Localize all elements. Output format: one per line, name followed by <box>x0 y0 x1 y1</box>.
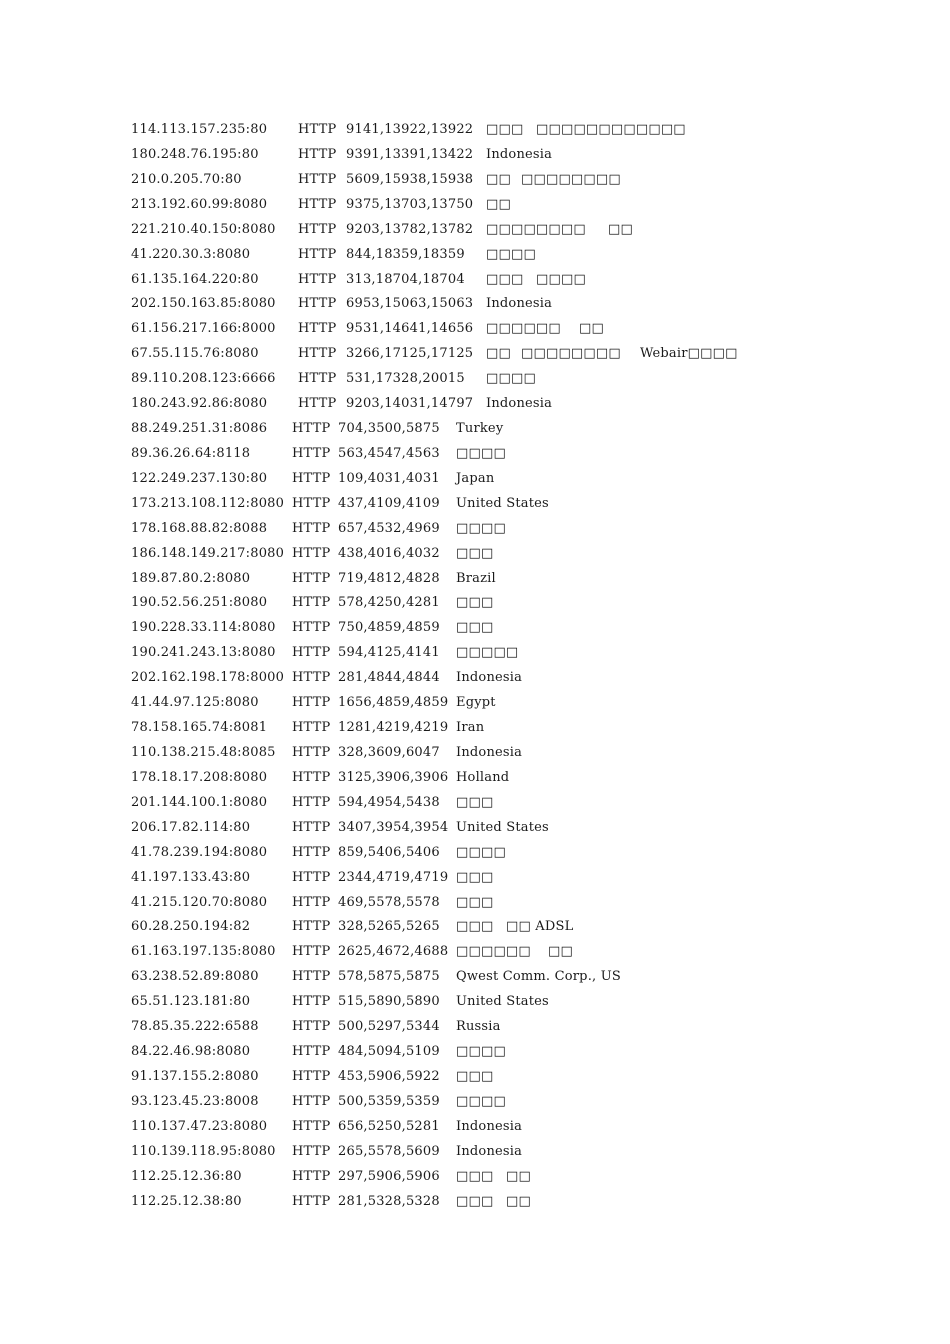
cell-protocol: HTTP <box>292 844 331 860</box>
cell-address: 110.138.215.48:8085 <box>131 745 276 760</box>
cell-timings: 2625,4672,4688 <box>338 944 449 960</box>
cell-timings: 844,18359,18359 <box>346 246 465 262</box>
cell-protocol: HTTP <box>298 146 337 162</box>
cell-location: Indonesia <box>486 146 553 162</box>
cell-address: 190.228.33.114:8080 <box>131 620 276 636</box>
cell-timings: 3125,3906,3906 <box>338 769 449 785</box>
cell-address: 186.148.149.217:8080 <box>131 545 285 561</box>
cell-address: 89.110.208.123:6666 <box>131 371 276 387</box>
cell-protocol: HTTP <box>292 421 331 437</box>
cell-address: 41.215.120.70:8080 <box>131 894 268 910</box>
table-row <box>0 318 950 340</box>
cell-protocol: HTTP <box>298 321 337 337</box>
cell-timings: 500,5297,5344 <box>338 1019 440 1035</box>
cell-location: □□□□□□□□ <box>486 221 586 237</box>
cell-location-detail: □□ <box>506 1193 531 1209</box>
table-row <box>0 418 950 440</box>
cell-protocol: HTTP <box>292 495 331 511</box>
cell-location: Indonesia <box>456 1118 523 1134</box>
cell-address: 41.44.97.125:8080 <box>131 695 259 711</box>
cell-timings: 281,4844,4844 <box>338 670 440 686</box>
cell-timings: 563,4547,4563 <box>338 445 440 461</box>
cell-address: 190.241.243.13:8080 <box>131 645 276 661</box>
cell-protocol: HTTP <box>292 620 331 636</box>
cell-address: 201.144.100.1:8080 <box>131 794 268 810</box>
cell-timings: 5609,15938,15938 <box>346 171 474 187</box>
cell-timings: 578,4250,4281 <box>338 595 440 611</box>
cell-location: □□□□ <box>456 520 506 536</box>
table-row <box>0 543 950 565</box>
cell-protocol: HTTP <box>298 396 337 412</box>
cell-timings: 9375,13703,13750 <box>346 196 474 212</box>
cell-location: □□□ <box>456 894 494 910</box>
table-row <box>0 194 950 216</box>
cell-address: 210.0.205.70:80 <box>131 171 242 187</box>
cell-location: □□□ <box>456 794 494 810</box>
cell-timings: 9203,13782,13782 <box>346 221 474 237</box>
cell-timings: 297,5906,5906 <box>338 1168 440 1184</box>
cell-address: 178.18.17.208:8080 <box>131 769 268 785</box>
cell-address: 178.168.88.82:8088 <box>131 520 268 536</box>
cell-address: 180.243.92.86:8080 <box>131 396 268 412</box>
cell-location: Turkey <box>456 421 504 437</box>
cell-location: □□□ <box>456 545 494 561</box>
cell-location: Holland <box>456 769 510 785</box>
table-row <box>0 941 950 963</box>
cell-address: 213.192.60.99:8080 <box>131 196 268 212</box>
cell-timings: 500,5359,5359 <box>338 1093 440 1109</box>
cell-timings: 281,5328,5328 <box>338 1193 440 1209</box>
table-row <box>0 966 950 988</box>
cell-address: 67.55.115.76:8080 <box>131 346 259 362</box>
cell-location: Iran <box>456 720 485 736</box>
cell-location: United States <box>456 994 549 1010</box>
table-row <box>0 1091 950 1113</box>
cell-location: Egypt <box>456 695 496 711</box>
cell-address: 41.197.133.43:80 <box>131 869 251 885</box>
cell-location: Japan <box>456 470 495 486</box>
table-row <box>0 244 950 266</box>
cell-location: □□□ <box>486 122 524 137</box>
cell-location: □□□□ <box>456 844 506 860</box>
cell-protocol: HTTP <box>292 919 331 935</box>
cell-protocol: HTTP <box>298 346 337 362</box>
table-row <box>0 692 950 714</box>
cell-address: 88.249.251.31:8086 <box>131 421 268 437</box>
cell-location-detail: □□ <box>608 221 633 237</box>
table-row <box>0 1141 950 1163</box>
cell-protocol: HTTP <box>292 944 331 960</box>
cell-address: 84.22.46.98:8080 <box>131 1044 251 1060</box>
table-row <box>0 1041 950 1063</box>
cell-address: 91.137.155.2:8080 <box>131 1068 259 1084</box>
cell-protocol: HTTP <box>292 470 331 486</box>
table-row <box>0 169 950 191</box>
cell-address: 61.135.164.220:80 <box>131 271 259 287</box>
cell-location-detail: □□ <box>506 1168 531 1184</box>
cell-timings: 109,4031,4031 <box>338 470 440 486</box>
cell-protocol: HTTP <box>292 695 331 711</box>
cell-protocol: HTTP <box>292 520 331 536</box>
cell-address: 221.210.40.150:8080 <box>131 221 276 237</box>
table-row <box>0 293 950 315</box>
cell-protocol: HTTP <box>292 894 331 910</box>
cell-location-extra: Webair□□□□ <box>640 346 738 362</box>
cell-address: 173.213.108.112:8080 <box>131 495 285 511</box>
table-row <box>0 617 950 639</box>
table-row <box>0 667 950 689</box>
table-row <box>0 343 950 365</box>
cell-address: 202.162.198.178:8000 <box>131 670 285 686</box>
table-row <box>0 817 950 839</box>
cell-address: 78.158.165.74:8081 <box>131 720 268 736</box>
cell-timings: 469,5578,5578 <box>338 894 440 910</box>
cell-protocol: HTTP <box>298 122 337 137</box>
table-row <box>0 443 950 465</box>
cell-location: □□□□□□ <box>486 321 561 337</box>
cell-location: □□□ <box>456 1193 494 1209</box>
table-row <box>0 867 950 889</box>
cell-protocol: HTTP <box>292 545 331 561</box>
cell-protocol: HTTP <box>292 1068 331 1084</box>
cell-timings: 719,4812,4828 <box>338 570 440 586</box>
table-row <box>0 269 950 291</box>
cell-timings: 265,5578,5609 <box>338 1143 440 1159</box>
cell-location: □□□ <box>456 869 494 885</box>
cell-location: □□□□□ <box>456 645 519 661</box>
table-row <box>0 642 950 664</box>
cell-protocol: HTTP <box>292 570 331 586</box>
table-row <box>0 892 950 914</box>
cell-address: 61.163.197.135:8080 <box>131 944 276 960</box>
cell-timings: 313,18704,18704 <box>346 271 465 287</box>
cell-location: Brazil <box>456 570 496 586</box>
table-row <box>0 916 950 938</box>
table-row <box>0 518 950 540</box>
cell-address: 65.51.123.181:80 <box>131 994 251 1010</box>
cell-location: □□□ <box>486 271 524 287</box>
cell-timings: 1656,4859,4859 <box>338 695 449 711</box>
cell-protocol: HTTP <box>292 745 331 760</box>
cell-location: □□ <box>486 196 511 212</box>
cell-protocol: HTTP <box>292 645 331 661</box>
cell-protocol: HTTP <box>292 769 331 785</box>
cell-location: □□□□ <box>456 1044 506 1060</box>
cell-location: □□□ <box>456 1068 494 1084</box>
cell-timings: 9203,14031,14797 <box>346 396 474 412</box>
cell-timings: 9141,13922,13922 <box>346 122 474 137</box>
table-row <box>0 991 950 1013</box>
cell-timings: 594,4125,4141 <box>338 645 440 661</box>
cell-location: □□□□ <box>456 445 506 461</box>
cell-address: 202.150.163.85:8080 <box>131 296 276 312</box>
cell-protocol: HTTP <box>298 371 337 387</box>
table-row <box>0 219 950 241</box>
cell-location: Qwest Comm. Corp., US <box>456 969 621 985</box>
cell-address: 114.113.157.235:80 <box>131 122 268 137</box>
table-row <box>0 119 950 141</box>
cell-timings: 484,5094,5109 <box>338 1044 440 1060</box>
cell-location: Indonesia <box>456 745 523 760</box>
cell-address: 112.25.12.38:80 <box>131 1193 242 1209</box>
table-row <box>0 468 950 490</box>
cell-protocol: HTTP <box>298 171 337 187</box>
cell-timings: 578,5875,5875 <box>338 969 440 985</box>
cell-timings: 9391,13391,13422 <box>346 146 474 162</box>
cell-location: United States <box>456 495 549 511</box>
cell-protocol: HTTP <box>292 445 331 461</box>
cell-address: 41.78.239.194:8080 <box>131 844 268 860</box>
cell-protocol: HTTP <box>292 969 331 985</box>
cell-timings: 515,5890,5890 <box>338 994 440 1010</box>
cell-protocol: HTTP <box>298 246 337 262</box>
table-row <box>0 393 950 415</box>
cell-address: 122.249.237.130:80 <box>131 470 268 486</box>
cell-timings: 453,5906,5922 <box>338 1068 440 1084</box>
cell-location-detail: □□□□□□□□ <box>521 171 621 187</box>
table-row <box>0 842 950 864</box>
cell-address: 41.220.30.3:8080 <box>131 246 251 262</box>
cell-address: 93.123.45.23:8008 <box>131 1093 259 1109</box>
table-row <box>0 1016 950 1038</box>
table-row <box>0 144 950 166</box>
cell-timings: 437,4109,4109 <box>338 495 440 511</box>
cell-address: 60.28.250.194:82 <box>131 919 251 935</box>
cell-address: 189.87.80.2:8080 <box>131 570 251 586</box>
cell-location: □□□ <box>456 919 494 935</box>
cell-protocol: HTTP <box>292 1143 331 1159</box>
cell-address: 112.25.12.36:80 <box>131 1168 242 1184</box>
cell-timings: 657,4532,4969 <box>338 520 440 536</box>
table-row <box>0 368 950 390</box>
cell-protocol: HTTP <box>298 296 337 312</box>
cell-protocol: HTTP <box>292 869 331 885</box>
cell-timings: 9531,14641,14656 <box>346 321 474 337</box>
table-row <box>0 1066 950 1088</box>
cell-location: Indonesia <box>486 396 553 412</box>
cell-address: 180.248.76.195:80 <box>131 146 259 162</box>
cell-address: 110.139.118.95:8080 <box>131 1143 276 1159</box>
cell-location-detail: □□□□ <box>536 271 586 287</box>
cell-protocol: HTTP <box>292 595 331 611</box>
cell-address: 63.238.52.89:8080 <box>131 969 259 985</box>
cell-location: Indonesia <box>486 296 553 312</box>
cell-location: □□ <box>486 171 511 187</box>
cell-protocol: HTTP <box>292 720 331 736</box>
cell-protocol: HTTP <box>292 819 331 835</box>
cell-timings: 328,5265,5265 <box>338 919 440 935</box>
cell-location: Indonesia <box>456 1143 523 1159</box>
cell-timings: 859,5406,5406 <box>338 844 440 860</box>
cell-protocol: HTTP <box>292 1193 331 1209</box>
cell-protocol: HTTP <box>298 196 337 212</box>
cell-timings: 656,5250,5281 <box>338 1118 440 1134</box>
table-row <box>0 568 950 590</box>
table-row <box>0 792 950 814</box>
cell-protocol: HTTP <box>292 994 331 1010</box>
cell-timings: 750,4859,4859 <box>338 620 440 636</box>
cell-protocol: HTTP <box>298 221 337 237</box>
cell-location: Russia <box>456 1019 501 1035</box>
cell-location: □□□ <box>456 620 494 636</box>
cell-location-detail: □□ <box>579 321 604 337</box>
cell-location: □□ <box>486 346 511 362</box>
cell-protocol: HTTP <box>292 794 331 810</box>
cell-address: 61.156.217.166:8000 <box>131 321 276 337</box>
cell-timings: 2344,4719,4719 <box>338 869 449 885</box>
cell-location: □□□□ <box>486 371 536 387</box>
cell-protocol: HTTP <box>292 1019 331 1035</box>
table-row <box>0 717 950 739</box>
cell-timings: 6953,15063,15063 <box>346 296 474 312</box>
cell-location-detail: □□□□□□□□ <box>521 346 621 362</box>
table-row <box>0 493 950 515</box>
cell-location-detail: □□ <box>548 944 573 960</box>
cell-timings: 1281,4219,4219 <box>338 720 449 736</box>
table-row <box>0 767 950 789</box>
table-row <box>0 742 950 764</box>
cell-address: 110.137.47.23:8080 <box>131 1118 268 1134</box>
cell-address: 206.17.82.114:80 <box>131 819 251 835</box>
cell-location: □□□□ <box>456 1093 506 1109</box>
cell-protocol: HTTP <box>292 1168 331 1184</box>
cell-timings: 438,4016,4032 <box>338 545 440 561</box>
cell-location: □□□□□□ <box>456 944 531 960</box>
cell-address: 190.52.56.251:8080 <box>131 595 268 611</box>
cell-protocol: HTTP <box>298 271 337 287</box>
cell-timings: 594,4954,5438 <box>338 794 440 810</box>
table-row <box>0 1191 950 1213</box>
table-row <box>0 592 950 614</box>
cell-location: Indonesia <box>456 670 523 686</box>
table-row <box>0 1166 950 1188</box>
cell-protocol: HTTP <box>292 1093 331 1109</box>
cell-protocol: HTTP <box>292 1118 331 1134</box>
cell-timings: 531,17328,20015 <box>346 371 465 387</box>
cell-timings: 3407,3954,3954 <box>338 819 449 835</box>
cell-protocol: HTTP <box>292 1044 331 1060</box>
cell-location-detail: □□□□□□□□□□□□ <box>536 122 686 137</box>
cell-location: □□□ <box>456 595 494 611</box>
cell-location-detail: □□ ADSL <box>506 919 574 935</box>
cell-protocol: HTTP <box>292 670 331 686</box>
cell-location: □□□ <box>456 1168 494 1184</box>
cell-address: 89.36.26.64:8118 <box>131 445 251 461</box>
table-row <box>0 1116 950 1138</box>
cell-address: 78.85.35.222:6588 <box>131 1019 259 1035</box>
cell-location: United States <box>456 819 549 835</box>
cell-location: □□□□ <box>486 246 536 262</box>
cell-timings: 3266,17125,17125 <box>346 346 474 362</box>
cell-timings: 704,3500,5875 <box>338 421 440 437</box>
cell-timings: 328,3609,6047 <box>338 745 440 760</box>
